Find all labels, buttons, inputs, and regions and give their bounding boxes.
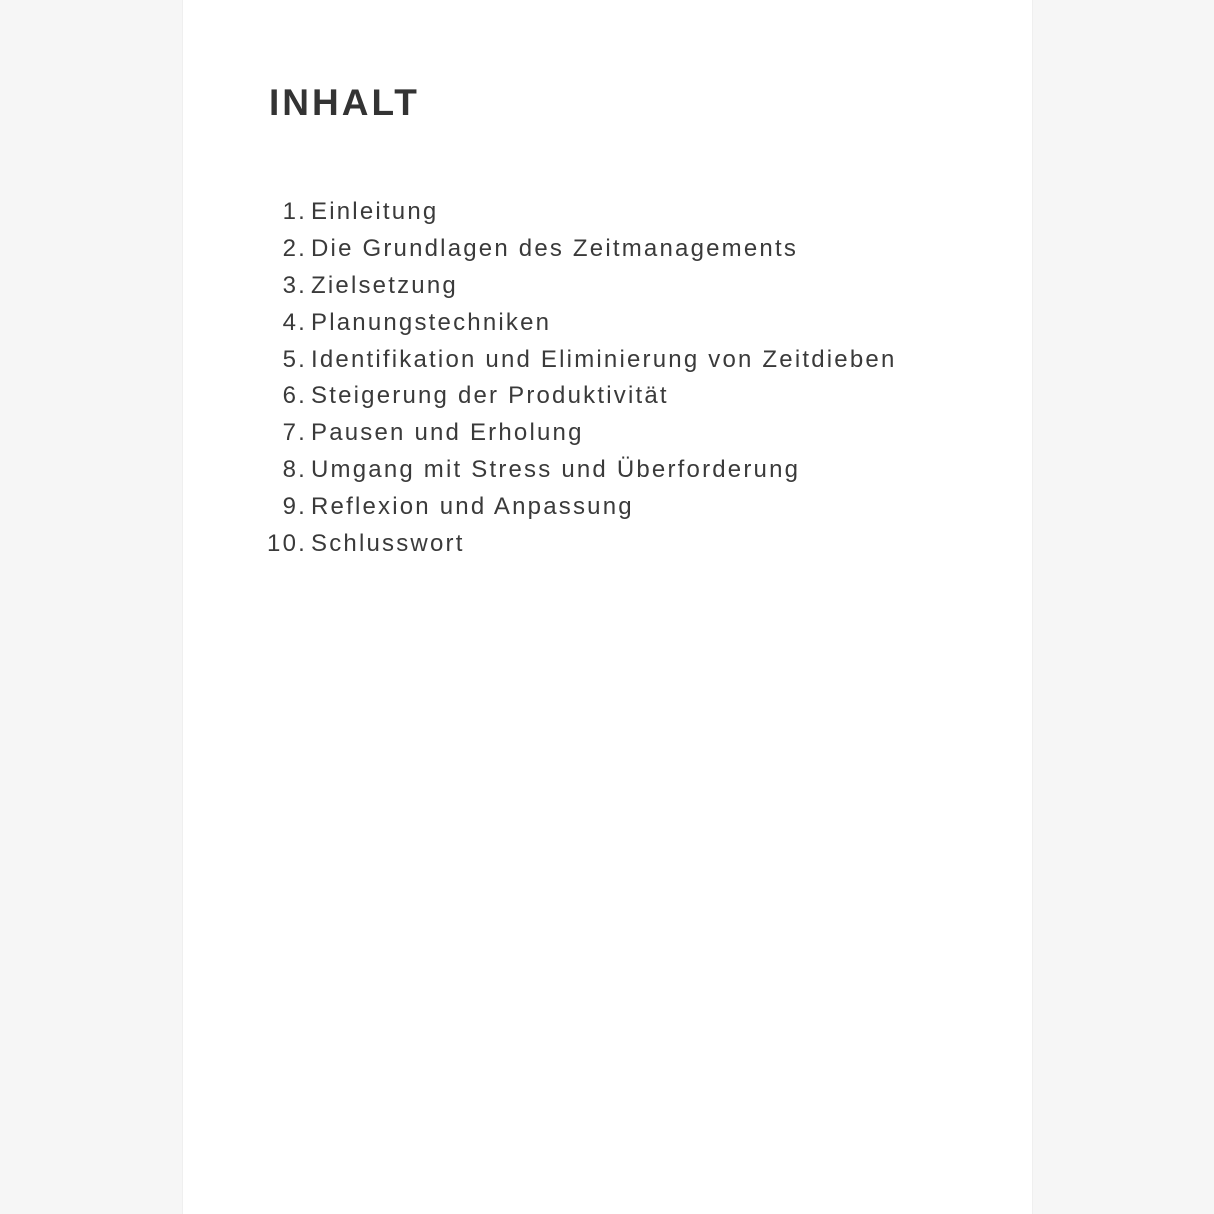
- toc-item-label: Reflexion und Anpassung: [311, 493, 634, 521]
- toc-item-label: Identifikation und Eliminierung von Zeitdieben: [311, 345, 897, 373]
- toc-item-number: 1.: [282, 198, 307, 225]
- toc-item[interactable]: [267, 489, 897, 526]
- toc-item[interactable]: [267, 452, 897, 489]
- table-of-contents: [267, 194, 897, 563]
- page-title: INHALT: [269, 82, 420, 123]
- toc-item-label: Steigerung der Produktivität: [311, 382, 669, 410]
- toc-item[interactable]: [267, 526, 897, 563]
- toc-item-label: Einleitung: [311, 198, 439, 225]
- toc-item[interactable]: [267, 305, 897, 342]
- toc-item-label: Schlusswort: [311, 530, 465, 558]
- toc-item-number: 4.: [282, 308, 307, 336]
- toc-item[interactable]: [267, 194, 897, 231]
- toc-item[interactable]: [267, 342, 897, 379]
- toc-item-number: 7.: [282, 419, 307, 447]
- toc-item-number: 9.: [282, 493, 307, 521]
- toc-item-label: Planungstechniken: [311, 308, 552, 336]
- toc-item-number: 6.: [282, 382, 307, 410]
- toc-item-number: 5.: [282, 345, 307, 373]
- document-page: [182, 0, 1033, 1214]
- toc-item-number: 3.: [282, 271, 307, 299]
- toc-item[interactable]: [267, 415, 897, 452]
- toc-item-label: Umgang mit Stress und Überforderung: [311, 456, 801, 484]
- toc-item[interactable]: [267, 378, 897, 415]
- toc-item-number: 10.: [267, 530, 307, 558]
- toc-item-label: Die Grundlagen des Zeitmanagements: [311, 234, 799, 262]
- toc-item-number: 8.: [282, 456, 307, 484]
- toc-item-number: 2.: [282, 234, 307, 262]
- toc-item-label: Pausen und Erholung: [311, 419, 584, 447]
- toc-item[interactable]: [267, 268, 897, 305]
- toc-item-label: Zielsetzung: [311, 271, 458, 299]
- toc-item[interactable]: [267, 231, 897, 268]
